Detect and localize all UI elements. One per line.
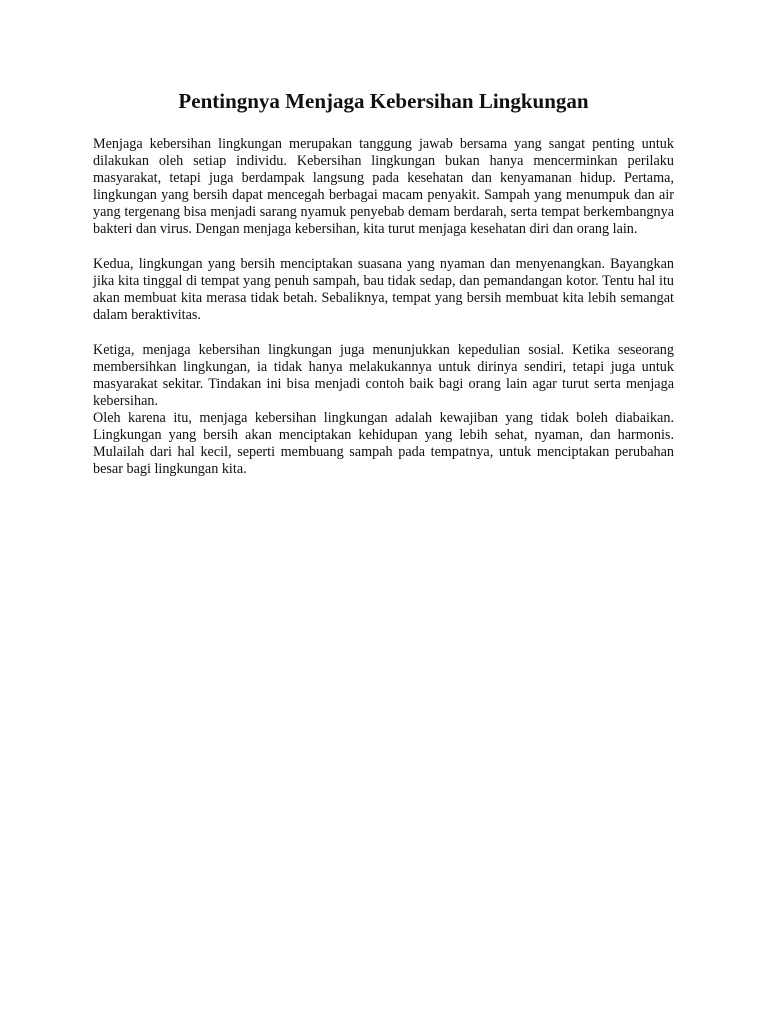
paragraph-3-part-2: Oleh karena itu, menjaga kebersihan lingkungan adalah kewajiban yang tidak boleh diabaikan. Lingkungan yang bersih akan menciptakan kehidupan yang lebih sehat, nyaman, dan harmonis. Mulailah dari hal kecil, seperti membuang sampah pada tempatnya, untuk menciptakan perubahan besar bagi lingkungan kita. <box>93 410 674 477</box>
paragraph-3-part-1: Ketiga, menjaga kebersihan lingkungan juga menunjukkan kepedulian sosial. Ketika seseorang membersihkan lingkungan, ia tidak hanya melakukannya untuk dirinya sendiri, tetapi juga untuk masyarakat sekitar. Tindakan ini bisa menjadi contoh baik bagi orang lain agar turut serta menjaga kebersihan. <box>93 342 674 409</box>
paragraph-3 <box>93 342 674 478</box>
document-page <box>93 88 674 496</box>
paragraph-1: Menjaga kebersihan lingkungan merupakan tanggung jawab bersama yang sangat penting untuk dilakukan oleh setiap individu. Kebersihan lingkungan bukan hanya mencerminkan perilaku masyarakat, tetapi juga berdampak langsung pada kesehatan dan kenyamanan hidup. Pertama, lingkungan yang bersih dapat mencegah berbagai macam penyakit. Sampah yang menumpuk dan air yang tergenang bisa menjadi sarang nyamuk penyebab demam berdarah, serta tempat berkembangnya bakteri dan virus. Dengan menjaga kebersihan, kita turut menjaga kesehatan diri dan orang lain. <box>93 136 674 237</box>
document-title: Pentingnya Menjaga Kebersihan Lingkungan <box>178 89 589 113</box>
paragraph-2: Kedua, lingkungan yang bersih menciptakan suasana yang nyaman dan menyenangkan. Bayangkan jika kita tinggal di tempat yang penuh sampah, bau tidak sedap, dan pemandangan kotor. Tentu hal itu akan membuat kita merasa tidak betah. Sebaliknya, tempat yang bersih membuat kita lebih semangat dalam beraktivitas. <box>93 256 674 323</box>
